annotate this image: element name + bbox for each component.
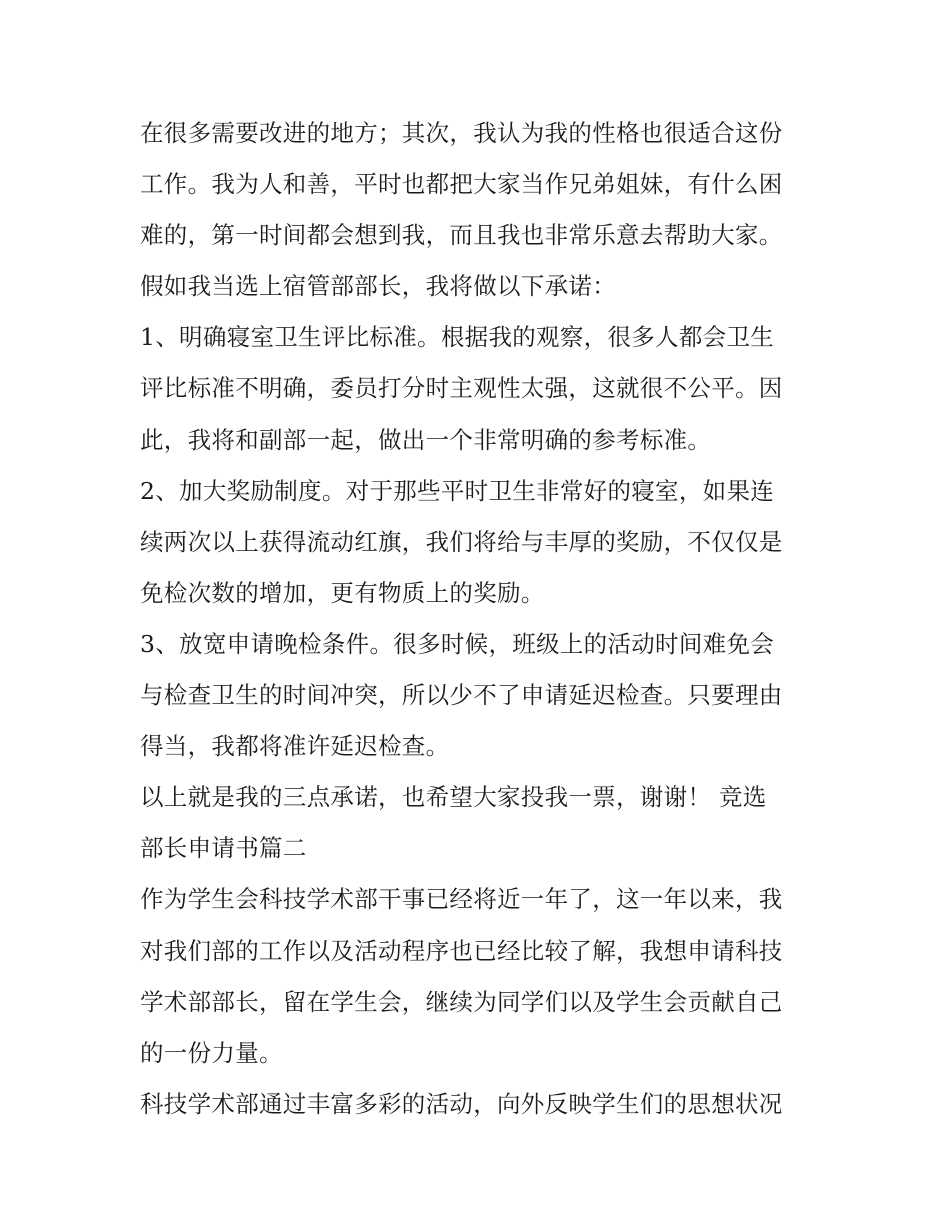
text-line-1: 在很多需要改进的地方；其次，我认为我的性格也很适合这份 <box>140 119 783 147</box>
text-line-11: 3、放宽申请晚检条件。很多时候，班级上的活动时间难免会 <box>140 629 775 658</box>
text-line-3: 难的，第一时间都会想到我，而且我也非常乐意去帮助大家。 <box>140 221 783 250</box>
text-line-4: 假如我当选上宿管部部长，我将做以下承诺： <box>140 272 616 301</box>
text-line-19: 的一份力量。 <box>140 1038 283 1067</box>
text-line-17: 对我们部的工作以及活动程序也已经比较了解，我想申请科技 <box>140 936 783 965</box>
text-line-7: 此，我将和副部一起，做出一个非常明确的参考标准。 <box>140 425 712 454</box>
text-line-10: 免检次数的增加，更有物质上的奖励。 <box>140 578 545 607</box>
text-line-2: 工作。我为人和善，平时也都把大家当作兄弟姐妹，有什么困 <box>140 170 783 199</box>
text-line-12: 与检查卫生的时间冲突，所以少不了申请延迟检查。只要理由 <box>140 681 783 710</box>
text-line-15: 部长申请书篇二 <box>140 834 307 863</box>
text-line-5: 1、明确寝室卫生评比标准。根据我的观察，很多人都会卫生 <box>140 323 775 352</box>
document-body-text <box>140 108 820 1130</box>
text-line-13: 得当，我都将准许延迟检查。 <box>140 732 450 761</box>
text-line-16: 作为学生会科技学术部干事已经将近一年了，这一年以来，我 <box>140 885 783 914</box>
text-line-9: 续两次以上获得流动红旗，我们将给与丰厚的奖励，不仅仅是 <box>140 527 783 556</box>
text-line-18: 学术部部长，留在学生会，继续为同学们以及学生会贡献自己 <box>140 987 783 1016</box>
text-line-20: 科技学术部通过丰富多彩的活动，向外反映学生们的思想状况 <box>140 1089 783 1118</box>
text-line-6: 评比标准不明确，委员打分时主观性太强，这就很不公平。因 <box>140 374 783 403</box>
text-line-8: 2、加大奖励制度。对于那些平时卫生非常好的寝室，如果连 <box>140 476 775 505</box>
text-line-14: 以上就是我的三点承诺，也希望大家投我一票，谢谢！ 竞选 <box>140 783 767 812</box>
